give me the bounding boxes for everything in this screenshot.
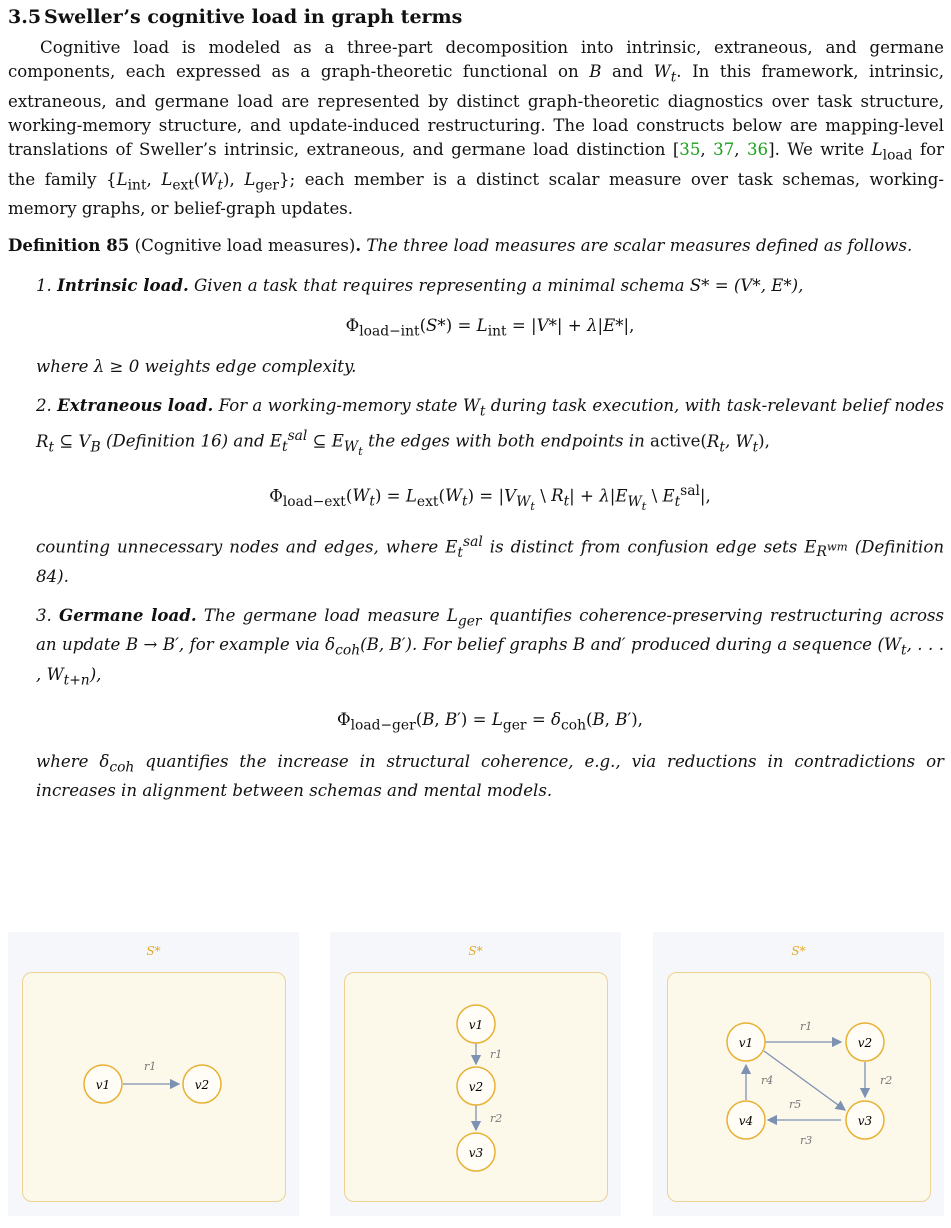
edge-label: r3 [800, 1134, 813, 1147]
edge-label: r1 [490, 1048, 503, 1061]
node-label: v1 [738, 1036, 754, 1050]
node-label: v1 [468, 1018, 484, 1032]
schema-label: S* [791, 944, 806, 958]
node-label: v3 [857, 1114, 873, 1128]
intro-paragraph: Cognitive load is modeled as a three-part decomposition into intrinsic, extraneous, and germane components, each expressed as a graph-theoretic functional on B and $W_t$. In this framework, intrinsic, extraneous, and germane load are represented by distinct graph-theoretic diagnostics over task structure, working-memory structure, and update-induced restructuring. The load constructs below are mapping-level translations of Sweller’s intrinsic, extraneous, and germane load distinction [35, 37, 36]. We write $L_{load}$ for the family {$L_{int}$, $L_{ext}(W_t)$, $L_{ger}$}; each member is a distinct scalar measure over task schemas, working-memory graphs, or belief-graph updates. [8, 38, 945, 219]
schema-figure-1 [8, 932, 299, 1216]
citation-link[interactable]: 36 [746, 140, 769, 160]
section-heading: 3.5 Sweller’s cognitive load in graph terms [8, 6, 463, 28]
graph-diagram [8, 932, 299, 1216]
equation-extraneous: $\Phi_{load-ext}(W_t) = L_{ext}(W_t) = |V_{W_t}$ \ $R_t| + \lambda|E_{W_t}$ \ $E_t^{sal}|$, [269, 482, 711, 513]
citation-link[interactable]: 35 [679, 140, 701, 160]
node-label: v2 [468, 1080, 484, 1094]
edge-label: r2 [880, 1074, 893, 1087]
schema-label: S* [468, 944, 483, 958]
edge-label: r1 [800, 1020, 813, 1033]
item-extraneous-load: 2. Extraneous load. For a working-memory state $W_t$ during task execution, with task-relevant belief nodes $R_t$ ⊆ $V_B$ (Definition 16) and $E_t^{sal}$ ⊆ $E_{W_t}$ the edges with both endpoints in $active(R_t$, $W_t$), $\Phi_{load-ext}(W_t) = L_{ext}(W_t) = |V_{W_t}$ \ $R_t| + \lambda|E_{W_t}$ \ $E_t^{sal}|$, counting unnecessary nodes and edges, where $E_t^{sal}$ is distinct from confusion edge sets $E_{R^{wm}}$ (Definition 84). [36, 395, 945, 586]
paper-page [8, 0, 944, 804]
item-intrinsic-load: 1. Intrinsic load. Given a task that requires representing a minimal schema S* = (V*, E*), $\Phi_{load-int}(S*) = L_{int} = |V*| + \lambda|E*|$, where λ ≥ 0 weights edge complexity. [36, 273, 944, 380]
equation-intrinsic: $\Phi_{load-int}(S*) = L_{int} = |V*| + \lambda|E*|$, [345, 315, 635, 340]
node-label: v2 [194, 1078, 210, 1092]
edge-label: r5 [789, 1098, 802, 1111]
node-label: v3 [468, 1146, 484, 1160]
edge-label: r4 [761, 1074, 774, 1087]
equation-germane: $\Phi_{load-ger}(B$, $B') = L_{ger} = \delta_{coh}(B$, B′), [337, 710, 643, 734]
edge-label: r1 [144, 1060, 157, 1073]
item-germane-load: 3. Germane load. The germane load measure $L_{ger}$ quantifies coherence-preserving restructuring across an update B → B′, for example via $\delta_{coh}(B$, B′). For belief graphs B and′ produced during a sequence ($W_t$, . . . , $W_{t+n}$), $\Phi_{load-ger}(B$, $B') = L_{ger} = \delta_{coh}(B$, B′), where $\delta_{coh}$ quantifies the increase in structural coherence, e.g., via reductions in contradictions or increases in alignment between schemas and mental models. [36, 604, 945, 801]
graph-diagram [653, 932, 944, 1216]
node-label: v1 [95, 1078, 111, 1092]
figure-row [8, 932, 944, 1224]
citation-link[interactable]: 37 [713, 140, 735, 160]
graph-edge [764, 1051, 845, 1110]
graph-diagram [330, 932, 621, 1216]
edge-label: r2 [490, 1112, 503, 1125]
schema-figure-3 [653, 932, 944, 1216]
schema-figure-2 [330, 932, 621, 1216]
node-label: v4 [738, 1114, 754, 1128]
schema-label: S* [146, 944, 161, 958]
node-label: v2 [857, 1036, 873, 1050]
definition-85: Definition 85 (Cognitive load measures). The three load measures are scalar measures defined as follows. [8, 235, 913, 256]
